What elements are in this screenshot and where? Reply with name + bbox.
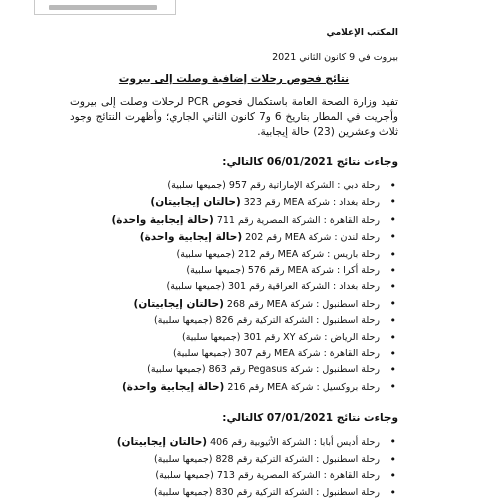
logo-graphic <box>49 5 157 10</box>
positive-status: (حالتان إيجابيتان) <box>116 436 208 449</box>
flight-description: رحلة أديس أبابا : الشركة الأثيوبية رقم 406 <box>210 437 380 449</box>
positive-status: (حالتان إيجابيتان) <box>133 297 224 310</box>
flight-result-item <box>70 346 380 362</box>
flight-description: رحلة بغداد : شركة MEA رقم 323 <box>243 197 380 209</box>
flight-result-item <box>70 434 380 451</box>
flight-description: رحلة لندن : شركة MEA رقم 202 <box>245 232 380 244</box>
flight-result-item <box>70 485 380 501</box>
flight-description: رحلة اسطنبول : شركة Pegasus رقم 863 <box>208 364 380 376</box>
flight-result-item <box>70 194 380 211</box>
results-sections <box>70 156 398 501</box>
flight-description: رحلة القاهرة : شركة MEA رقم 307 <box>234 348 380 360</box>
flight-result-item <box>70 178 380 194</box>
flight-description: رحلة الرياض : شركة XY رقم 301 <box>243 331 380 343</box>
flight-description: رحلة اسطنبول : الشركة التركية رقم 828 <box>215 453 380 465</box>
document-title: نتائج فحوص رحلات إضافية وصلت إلى بيروت <box>118 73 350 85</box>
negative-status: (جميعها سلبية) <box>172 348 232 360</box>
section-heading: وجاءت نتائج 06/01/2021 كالتالي: <box>222 156 398 168</box>
positive-status: (حالة إيجابية واحدة) <box>111 213 214 226</box>
negative-status: (جميعها سلبية) <box>154 315 213 327</box>
flight-results-list <box>70 178 398 396</box>
document-date: بيروت في 9 كانون الثاني 2021 <box>272 52 398 63</box>
flight-result-item <box>70 279 380 295</box>
flight-results-list <box>70 434 398 501</box>
flight-description: رحلة اسطنبول : الشركة التركية رقم 830 <box>215 486 380 498</box>
flight-result-item <box>70 212 380 229</box>
negative-status: (جميعها سلبية) <box>154 486 213 498</box>
section-heading: وجاءت نتائج 07/01/2021 كالتالي: <box>222 412 398 425</box>
flight-result-item <box>70 468 380 484</box>
negative-status: (جميعها سلبية) <box>186 265 245 277</box>
flight-result-item <box>70 229 380 246</box>
negative-status: (جميعها سلبية) <box>181 331 241 343</box>
flight-description: رحلة أكرا : شركة MEA رقم 576 <box>247 265 380 277</box>
flight-result-item <box>70 296 380 313</box>
flight-description: رحلة بروكسيل : شركة MEA رقم 216 <box>227 381 380 393</box>
flight-result-item <box>70 313 380 329</box>
flight-description: رحلة دبي : الشركة الإماراتية رقم 957 <box>228 180 380 191</box>
intro-paragraph: تفيد وزارة الصحة العامة باستكمال فحوص PCR لرحلات وصلت إلى بيروت وأجريت في المطار بتاريخ 6 و7 كانون الثاني الجاري؛ وأظهرت النتائج وجود ثلاث وعشرين (23) حالة إيجابية. <box>70 96 398 138</box>
negative-status: (جميعها سلبية) <box>176 248 235 260</box>
negative-status: (جميعها سلبية) <box>155 470 214 482</box>
flight-result-item <box>70 362 380 378</box>
flight-description: رحلة القاهرة : الشركة المصرية رقم 711 <box>216 214 380 226</box>
flight-result-item <box>70 452 380 468</box>
negative-status: (جميعها سلبية) <box>167 180 226 191</box>
positive-status: (حالتان إيجابيتان) <box>150 196 241 209</box>
negative-status: (جميعها سلبية) <box>166 281 225 293</box>
negative-status: (جميعها سلبية) <box>154 453 213 465</box>
flight-result-item <box>70 263 380 279</box>
flight-result-item <box>70 379 380 396</box>
flight-description: رحلة القاهرة : الشركة المصرية رقم 713 <box>216 470 380 482</box>
positive-status: (حالة إيجابية واحدة) <box>121 380 225 393</box>
office-label: المكتب الإعلامي <box>326 28 398 38</box>
flight-description: رحلة بغداد : الشركة العراقية رقم 301 <box>227 281 380 293</box>
flight-result-item <box>70 247 380 263</box>
flight-description: رحلة اسطنبول : الشركة التركية رقم 826 <box>215 315 380 327</box>
flight-description: رحلة باريس : شركة MEA رقم 212 <box>237 248 380 260</box>
flight-description: رحلة اسطنبول : شركة MEA رقم 268 <box>226 298 380 310</box>
positive-status: (حالة إيجابية واحدة) <box>139 231 243 244</box>
document-page <box>70 28 398 501</box>
negative-status: (جميعها سلبية) <box>147 364 206 376</box>
ministry-logo <box>34 0 176 15</box>
flight-result-item <box>70 330 380 346</box>
